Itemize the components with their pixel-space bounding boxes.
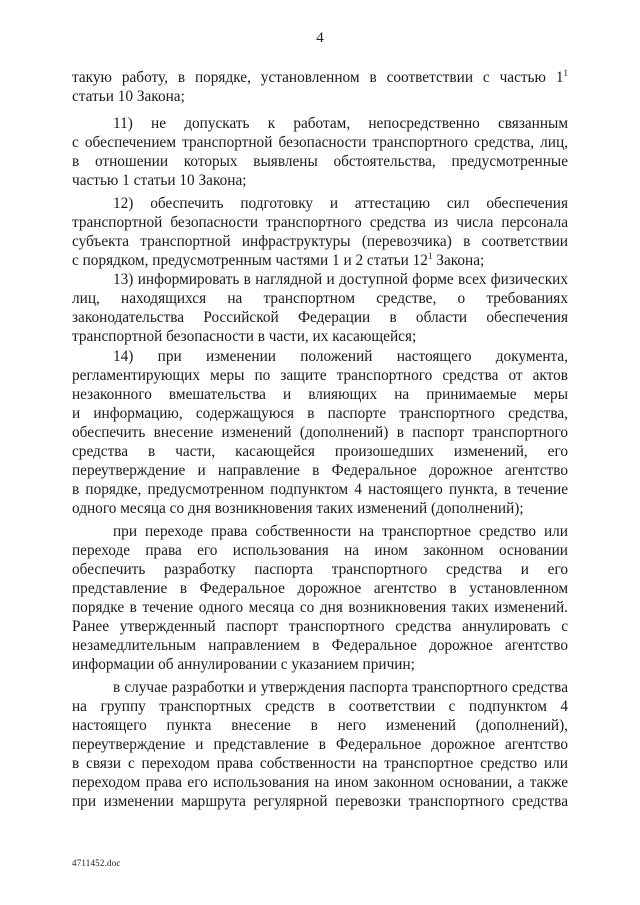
text-line: 11) не допускать к работам, непосредственно связанным	[113, 115, 568, 132]
text-line: переутверждение и направление в Федеральное дорожное агентство	[72, 462, 568, 479]
page-number: 4	[316, 30, 324, 46]
text-line: 12) обеспечить подготовку и аттестацию сил обеспечения	[113, 195, 568, 212]
text-line: переходе права его использования на ином законном основании	[72, 542, 568, 559]
text-line: незаконного вмешательства и влияющих на принимаемые меры	[72, 386, 568, 403]
text-line: одного месяца со дня возникновения таких изменений (дополнений);	[72, 500, 524, 517]
text-line: переходом права его использования на ином законном основании, а также	[72, 774, 568, 791]
text-line: законодательства Российской Федерации в области обеспечения	[72, 309, 568, 326]
text-line: при переходе права собственности на транспортное средство или	[113, 523, 568, 540]
text-line: с порядком, предусмотренным частями 1 и 2 статьи $12^1$ Закона;	[72, 251, 485, 269]
text-line: на группу транспортных средств в соответствии с подпунктом 4	[72, 698, 568, 715]
text-line: при изменении маршрута регулярной перевозки транспортного средства	[72, 793, 568, 810]
text-line: с обеспечением транспортной безопасности транспортного средства, лиц,	[72, 134, 568, 151]
text-line: обеспечить внесение изменений (дополнений) в паспорт транспортного	[72, 424, 568, 441]
text-line: в случае разработки и утверждения паспорта транспортного средства	[113, 679, 568, 696]
text-line: 14) при изменении положений настоящего документа,	[113, 348, 568, 365]
text-line: настоящего пункта внесение в него изменений (дополнений),	[72, 717, 568, 734]
text-line: представление в Федеральное дорожное агентство в установленном	[72, 580, 568, 597]
text-line: незамедлительным направлением в Федеральное дорожное агентство	[72, 637, 568, 654]
text-line: транспортной безопасности транспортного средства из числа персонала	[72, 214, 568, 231]
document-filename: 4711452.doc	[72, 858, 121, 868]
text-line: транспортной безопасности в части, их касающейся;	[72, 328, 417, 345]
text-line: частью 1 статьи 10 Закона;	[72, 172, 247, 189]
text-line: порядке в течение одного месяца со дня возникновения таких изменений.	[72, 599, 568, 616]
text-line: средства в части, касающейся произошедших изменений, его	[72, 443, 568, 460]
text-line: 13) информировать в наглядной и доступной форме всех физических	[113, 271, 568, 288]
text-line: в отношении которых выявлены обстоятельства, предусмотренные	[72, 153, 568, 170]
text-line: информации об аннулировании с указанием причин;	[72, 656, 415, 673]
text-line: субъекта транспортной инфраструктуры (перевозчика) в соответствии	[72, 233, 568, 250]
text-line: обеспечить разработку паспорта транспортного средства и его	[72, 561, 568, 578]
text-line: лиц, находящихся на транспортном средстве, о требованиях	[72, 290, 568, 307]
text-line: в связи с переходом права собственности на транспортное средство или	[72, 755, 568, 772]
text-line: такую работу, в порядке, установленном в соответствии с частью $1^1$	[72, 68, 568, 86]
text-line: и информацию, содержащуюся в паспорте транспортного средства,	[72, 405, 568, 422]
text-line: в порядке, предусмотренном подпунктом 4 настоящего пункта, в течение	[72, 481, 568, 498]
text-line: статьи 10 Закона;	[72, 88, 185, 105]
text-line: регламентирующих меры по защите транспортного средства от актов	[72, 367, 568, 384]
text-line: Ранее утвержденный паспорт транспортного средства аннулировать с	[72, 618, 568, 635]
text-line: переутверждение и представление в Федеральное дорожное агентство	[72, 736, 568, 753]
